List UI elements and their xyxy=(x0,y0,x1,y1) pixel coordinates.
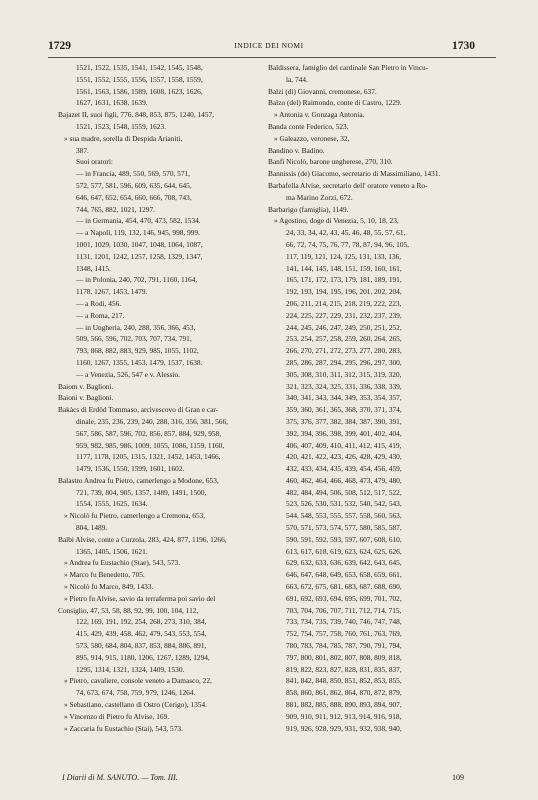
index-line: » Zaccaria fu Eustachio (Stai), 543, 573. xyxy=(64,723,183,733)
index-line: 192, 193, 194, 195, 196, 201, 202, 204, xyxy=(286,287,402,297)
index-line: » Nicolò fu Marco, 849, 1433. xyxy=(64,582,154,592)
index-line: 1479, 1536, 1550, 1599, 1601, 1602. xyxy=(76,464,185,474)
index-line: 1551, 1552, 1555, 1556, 1557, 1558, 1559, xyxy=(76,74,203,84)
index-line: 321, 323, 324, 325, 331, 336, 338, 339, xyxy=(286,381,402,391)
index-line: 415, 429, 439, 458, 462, 479, 543, 553, 554, xyxy=(76,629,207,639)
index-line: 523, 526, 530, 531, 532, 540, 542, 543, xyxy=(286,499,402,509)
index-line: la, 744. xyxy=(286,74,308,84)
page-footer xyxy=(0,773,538,785)
index-line: Consiglio, 47, 53, 58, 88, 92, 99, 100, 104, 112, xyxy=(58,605,199,615)
index-line: 909, 910, 911, 912, 913, 914, 916, 918, xyxy=(286,711,402,721)
index-line: 359, 360, 361, 365, 368, 370, 371, 374, xyxy=(286,405,402,415)
index-line: 744, 765, 882, 1021, 1297. xyxy=(76,204,155,214)
index-line: 691, 692, 693, 694, 695, 699, 701, 702, xyxy=(286,593,402,603)
index-line: 590, 591, 592, 593, 597, 607, 608, 610, xyxy=(286,534,402,544)
index-line: — in Francia, 489, 550, 569, 570, 571, xyxy=(76,169,191,179)
index-line: Bakàcs di Erdöd Tommaso, arcivescovo di Gran e car- xyxy=(58,405,219,415)
left-column xyxy=(58,62,258,734)
index-line: » Nicolò fu Pietro, camerlengo a Cremona, 653, xyxy=(64,511,206,521)
index-line: 165, 171, 172, 173, 179, 181, 189, 191, xyxy=(286,275,402,285)
index-line: 206, 211, 214, 215, 218, 219, 222, 223, xyxy=(286,298,402,308)
index-line: 432, 433, 434, 435, 439, 454, 456, 459, xyxy=(286,464,402,474)
index-line: 375, 376, 377, 382, 384, 387, 390, 391, xyxy=(286,416,402,426)
index-line: 780, 783, 784, 785, 787, 790, 791, 794, xyxy=(286,641,402,651)
index-line: 509, 566, 596, 702, 703, 707, 734, 791, xyxy=(76,334,192,344)
index-line: Baioni v. Baglioni. xyxy=(58,393,114,403)
index-line: 460, 462, 464, 466, 468, 473, 479, 480, xyxy=(286,475,402,485)
index-line: 1295, 1314, 1321, 1324, 1409, 1530. xyxy=(76,664,185,674)
index-line: Barbarigo (famiglia), 1149. xyxy=(268,204,349,214)
index-line: 919, 926, 928, 929, 931, 932, 938, 940, xyxy=(286,723,402,733)
index-line: Balzo (del) Raimondo, conte di Castro, 1229. xyxy=(268,98,402,108)
index-line: » Pietro, cavaliere, console veneto a Damasco, 22, xyxy=(64,676,212,686)
index-line: 1348, 1415. xyxy=(76,263,111,273)
index-line: » sua madre, sorella di Despida Arianiti, xyxy=(64,133,183,143)
index-line: 305, 308, 310, 311, 312, 315, 319, 320, xyxy=(286,369,402,379)
index-line: Balzi (di) Giovanni, cremonese, 637. xyxy=(268,86,377,96)
index-line: 646, 647, 652, 654, 660, 666, 708, 743, xyxy=(76,192,192,202)
running-title: INDICE DEI NOMI xyxy=(234,41,304,50)
index-line: » Agostino, doge di Venezia, 5, 10, 18, 23, xyxy=(274,216,399,226)
index-line: 570, 571, 573, 574, 577, 580, 585, 587, xyxy=(286,523,402,533)
index-line: » Andrea fu Eustachio (Stae), 543, 573. xyxy=(64,558,181,568)
index-line: — in Germania, 454, 470, 473, 582, 1534. xyxy=(76,216,201,226)
index-line: ma Marino Zorzi, 672. xyxy=(286,192,353,202)
index-line: 266, 270, 271, 272, 273, 277, 280, 283, xyxy=(286,346,402,356)
index-line: 253, 254, 257, 258, 259, 260, 264, 265, xyxy=(286,334,402,344)
index-line: 24, 33, 34, 42, 43, 45, 46, 48, 55, 57, 61, xyxy=(286,228,406,238)
index-line: Banfi Nicolò, barone ungherese, 270, 310. xyxy=(268,157,393,167)
index-line: Bandino v. Badino. xyxy=(268,145,325,155)
index-line: — in Ungheria, 240, 288, 356, 366, 453, xyxy=(76,322,196,332)
index-line: 1521, 1523, 1548, 1559, 1623. xyxy=(76,121,166,131)
index-line: 74, 673, 674, 758, 759, 979, 1246, 1264. xyxy=(76,688,196,698)
header-rule xyxy=(48,57,496,58)
index-line: Balbi Alvise, conte a Curzola, 283, 424, 877, 1196, 1266, xyxy=(58,534,227,544)
index-line: 646, 647, 648, 649, 653, 658, 659, 661, xyxy=(286,570,402,580)
index-line: Baldissera, famiglio del cardinale San Pietro in Vincu- xyxy=(268,63,429,72)
index-line: 482, 484, 494, 506, 508, 512, 517, 522, xyxy=(286,487,402,497)
index-line: 567, 586, 587, 596, 702, 856, 857, 884, 929, 958, xyxy=(76,428,222,438)
index-line: Barbafella Alvise, secretario dell' oratore veneto a Ro- xyxy=(268,180,428,190)
index-line: 819, 822, 823, 827, 828, 831, 835, 837, xyxy=(286,664,402,674)
index-line: 1131, 1201, 1242, 1257, 1258, 1329, 1347, xyxy=(76,251,203,261)
index-line: 1561, 1563, 1586, 1589, 1608, 1623, 1626, xyxy=(76,86,203,96)
index-line: 1627, 1631, 1638, 1639. xyxy=(76,98,148,108)
index-line: 1178, 1267, 1453, 1479. xyxy=(76,287,148,297)
index-line: 895, 914, 915, 1180, 1206, 1267, 1289, 1294, xyxy=(76,652,210,662)
index-line: 1554, 1555, 1625, 1634. xyxy=(76,499,148,509)
index-line: 663, 672, 675, 681, 683, 687, 688, 690, xyxy=(286,582,402,592)
page-number-left: 1729 xyxy=(48,40,71,52)
index-line: — in Polonia, 240, 702, 791, 1160, 1164, xyxy=(76,275,198,285)
index-line: 572, 577, 581, 596, 609, 635, 644, 645, xyxy=(76,180,192,190)
index-line: 703, 704, 706, 707, 711, 712, 714, 715, xyxy=(286,605,402,615)
index-line: 420, 421, 422, 423, 426, 428, 429, 430, xyxy=(286,452,402,462)
index-line: — a Roma, 217. xyxy=(76,310,125,320)
index-line: Baiom v. Baglioni. xyxy=(58,381,114,391)
index-line: dinale, 235, 236, 239, 240, 288, 316, 356, 381, 566, xyxy=(76,416,228,426)
index-line: 544, 548, 553, 555, 557, 558, 560, 563, xyxy=(286,511,402,521)
index-line: 1160, 1267, 1355, 1453, 1479, 1537, 1638. xyxy=(76,357,203,367)
index-line: » Antonia v. Gonzaga Antonia. xyxy=(274,110,365,120)
index-line: — a Napoli, 119, 132, 146, 945, 998, 999. xyxy=(76,228,200,238)
index-line: Bajazet II, suoi figli, 776, 848, 853, 875, 1240, 1457, xyxy=(58,110,215,120)
index-line: 959, 982, 985, 986, 1009, 1055, 1086, 1159, 1160, xyxy=(76,440,225,450)
index-line: 1177, 1178, 1205, 1315, 1321, 1452, 1453, 1466, xyxy=(76,452,221,462)
index-line: 629, 632, 633, 636, 639, 642, 643, 645, xyxy=(286,558,402,568)
index-line: 797, 800, 801, 802, 807, 808, 809, 818, xyxy=(286,652,402,662)
index-line: 1001, 1029, 1030, 1047, 1048, 1064, 1087, xyxy=(76,239,203,249)
index-line: 858, 860, 861, 862, 864, 870, 872, 879, xyxy=(286,688,402,698)
index-line: 804, 1489. xyxy=(76,523,108,533)
index-line: 752, 754, 757, 758, 760, 761, 763, 769, xyxy=(286,629,402,639)
index-line: » Marco fu Benedetto, 705. xyxy=(64,570,145,580)
index-line: Bannissis (de) Giacomo, secretario di Massimiliano, 1431. xyxy=(268,169,441,179)
index-line: 122, 169, 191, 192, 254, 268, 273, 310, 384, xyxy=(76,617,207,627)
index-line: 66, 72, 74, 75, 76, 77, 78, 87, 94, 96, 105, xyxy=(286,239,410,249)
signature-number: 109 xyxy=(452,773,464,782)
index-line: 340, 341, 343, 344, 349, 353, 354, 357, xyxy=(286,393,402,403)
index-line: — a Rodi, 456. xyxy=(76,298,122,308)
index-line: 573, 580, 684, 804, 837, 853, 884, 886, 891, xyxy=(76,641,207,651)
index-line: Banda conte Federico, 523. xyxy=(268,121,349,131)
right-column xyxy=(268,62,496,734)
index-line: 1521, 1522, 1535, 1541, 1542, 1545, 1548, xyxy=(76,63,203,72)
index-line: 733, 734, 735, 739, 740, 746, 747, 748, xyxy=(286,617,402,627)
index-line: » Sebastiano, castellano di Ostro (Cerigo), 1354. xyxy=(64,700,207,710)
page-number-right: 1730 xyxy=(452,40,475,52)
page-header xyxy=(0,40,538,56)
index-line: 387. xyxy=(76,145,89,155)
index-line: 285, 286, 287, 294, 295, 296, 297, 300, xyxy=(286,357,402,367)
index-line: » Galeazzo, veronese, 32, xyxy=(274,133,350,143)
index-line: 392, 394, 396, 398, 399, 401, 402, 404, xyxy=(286,428,402,438)
index-line: — a Venezia, 526, 547 e v. Alessio. xyxy=(76,369,181,379)
index-line: 141, 144, 145, 148, 151, 159, 160, 161, xyxy=(286,263,402,273)
index-line: » Vincenzo di Pietro fu Alvise, 169. xyxy=(64,711,170,721)
index-line: 793, 868, 882, 883, 929, 985, 1055, 1102, xyxy=(76,346,199,356)
index-line: 1365, 1405, 1506, 1621. xyxy=(76,546,148,556)
index-line: 841, 842, 848, 850, 851, 852, 853, 855, xyxy=(286,676,402,686)
index-line: 117, 119, 121, 124, 125, 131, 133, 136, xyxy=(286,251,402,261)
index-line: 244, 245, 246, 247, 249, 250, 251, 252, xyxy=(286,322,402,332)
index-line: » Pietro fu Alvise, savio da terraferma poi savio del xyxy=(64,593,216,603)
index-line: 406, 407, 409, 410, 411, 412, 415, 419, xyxy=(286,440,402,450)
footer-source: I Diarii di M. SANUTO. — Tom. III. xyxy=(62,773,178,782)
index-line: 613, 617, 618, 619, 623, 624, 625, 626, xyxy=(286,546,402,556)
index-line: Suoi oratori: xyxy=(76,157,113,167)
index-line: 721, 739, 804, 905, 1357, 1489, 1491, 1500, xyxy=(76,487,207,497)
index-line: Balastro Andrea fu Pietro, camerlengo a Modone, 653, xyxy=(58,475,219,485)
index-line: 881, 882, 885, 888, 890, 893, 894, 907, xyxy=(286,700,402,710)
index-line: 224, 225, 227, 229, 231, 232, 237, 239, xyxy=(286,310,402,320)
